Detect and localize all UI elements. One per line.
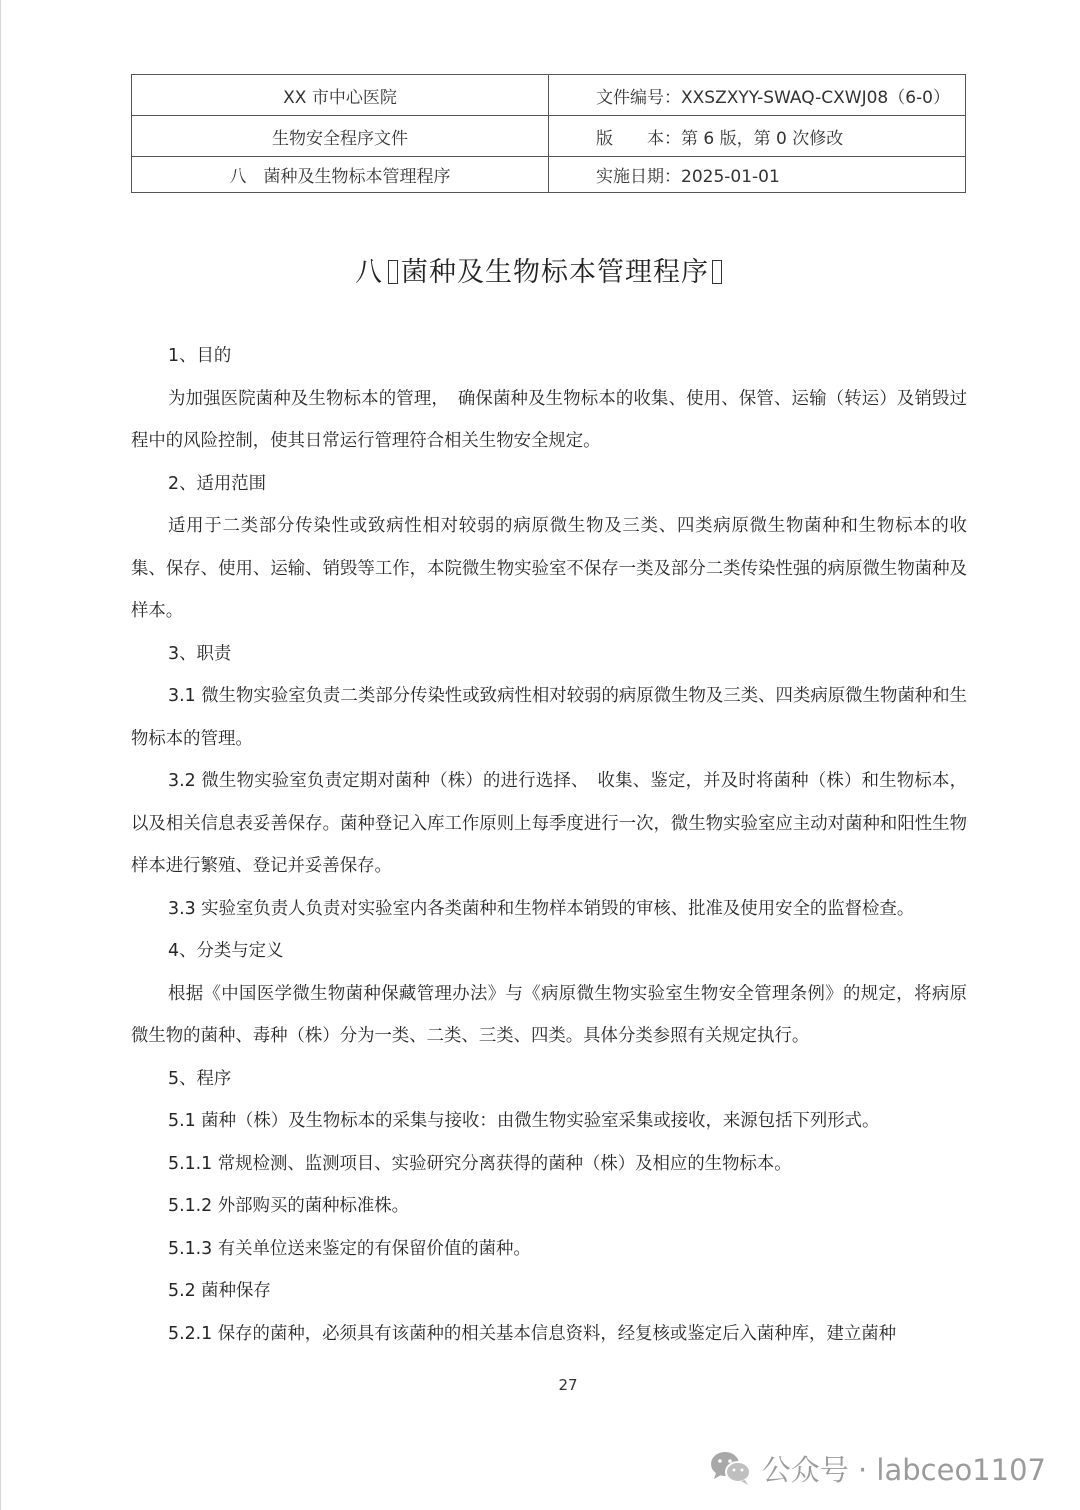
title-number: 八: [355, 257, 383, 288]
paragraph: 适用于二类部分传染性或致病性相对较弱的病原微生物及三类、四类病原微生物菌种和生物标本的收集、保存、使用、运输、销毁等工作，本院微生物实验室不保存一类及部分二类传染性强的病原微生物菌种及样本。: [131, 516, 967, 621]
paragraph: 5.2.1 保存的菌种，必须具有该菌种的相关基本信息资料，经复核或鉴定后入菌种库，建立菌种: [168, 1323, 897, 1344]
paragraph: 根据《中国医学微生物菌种保藏管理办法》与《病原微生物实验室生物安全管理条例》的规定，将病原微生物的菌种、毒种（株）分为一类、二类、三类、四类。具体分类参照有关规定执行。: [131, 983, 967, 1046]
section-heading: 2、适用范围: [168, 473, 267, 494]
header-doc-no: 文件编号：XXSZXYY-SWAQ-CXWJ08（6-0）: [549, 75, 966, 116]
section-heading: 5.1.1 常规检测、监测项目、实验研究分离获得的菌种（株）及相应的生物标本。: [168, 1153, 792, 1174]
section-heading: 1、目的: [168, 346, 232, 366]
document-header-table: [131, 74, 966, 193]
section-heading: 3、职责: [168, 643, 232, 664]
paragraph: 为加强医院菌种及生物标本的管理， 确保菌种及生物标本的收集、使用、保管、运输（转运）及销毁过程中的风险控制，使其日常运行管理符合相关生物安全规定。: [131, 388, 967, 451]
paragraph: 3.2 微生物实验室负责定期对菌种（株）的进行选择、 收集、鉴定，并及时将菌种（株）和生物标本，以及相关信息表妥善保存。菌种登记入库工作原则上每季度进行一次，微生物实验室应主动对菌种和阳性生物样本进行繁殖、登记并妥善保存。: [131, 771, 967, 876]
header-org: XX 市中心医院: [132, 75, 549, 116]
header-section: 八 菌种及生物标本管理程序: [132, 157, 549, 193]
section-heading: 5.1.3 有关单位送来鉴定的有保留价值的菌种。: [168, 1238, 531, 1259]
watermark-text: 公众号 · labceo1107: [761, 1452, 1046, 1487]
watermark: [710, 1448, 1046, 1488]
wechat-icon: [710, 1450, 752, 1486]
section-heading: 5、程序: [168, 1068, 232, 1089]
header-version: 版 本：第 6 版，第 0 次修改: [549, 116, 966, 157]
header-date: 实施日期：2025-01-01: [549, 157, 966, 193]
page-edge: [0, 0, 1, 1510]
document-body: [131, 335, 967, 1355]
missing-glyph-box: [712, 260, 722, 284]
paragraph: 3.1 微生物实验室负责二类部分传染性或致病性相对较弱的病原微生物及三类、四类病原微生物菌种和生物标本的管理。: [131, 686, 967, 749]
section-heading: 4、分类与定义: [168, 941, 284, 961]
section-heading: 5.1.2 外部购买的菌种标准株。: [168, 1196, 410, 1216]
paragraph: 3.3 实验室负责人负责对实验室内各类菌种和生物样本销毁的审核、批准及使用安全的监督检查。: [168, 898, 915, 919]
missing-glyph-box: [388, 260, 398, 284]
title-text: 菌种及生物标本管理程序: [401, 257, 709, 288]
header-doc-type: 生物安全程序文件: [132, 116, 549, 157]
section-heading: 5.1 菌种（株）及生物标本的采集与接收：由微生物实验室采集或接收，来源包括下列形式。: [168, 1111, 880, 1131]
page-number: 27: [558, 1376, 578, 1394]
section-heading: 5.2 菌种保存: [168, 1281, 271, 1301]
page-title: [0, 250, 1080, 289]
